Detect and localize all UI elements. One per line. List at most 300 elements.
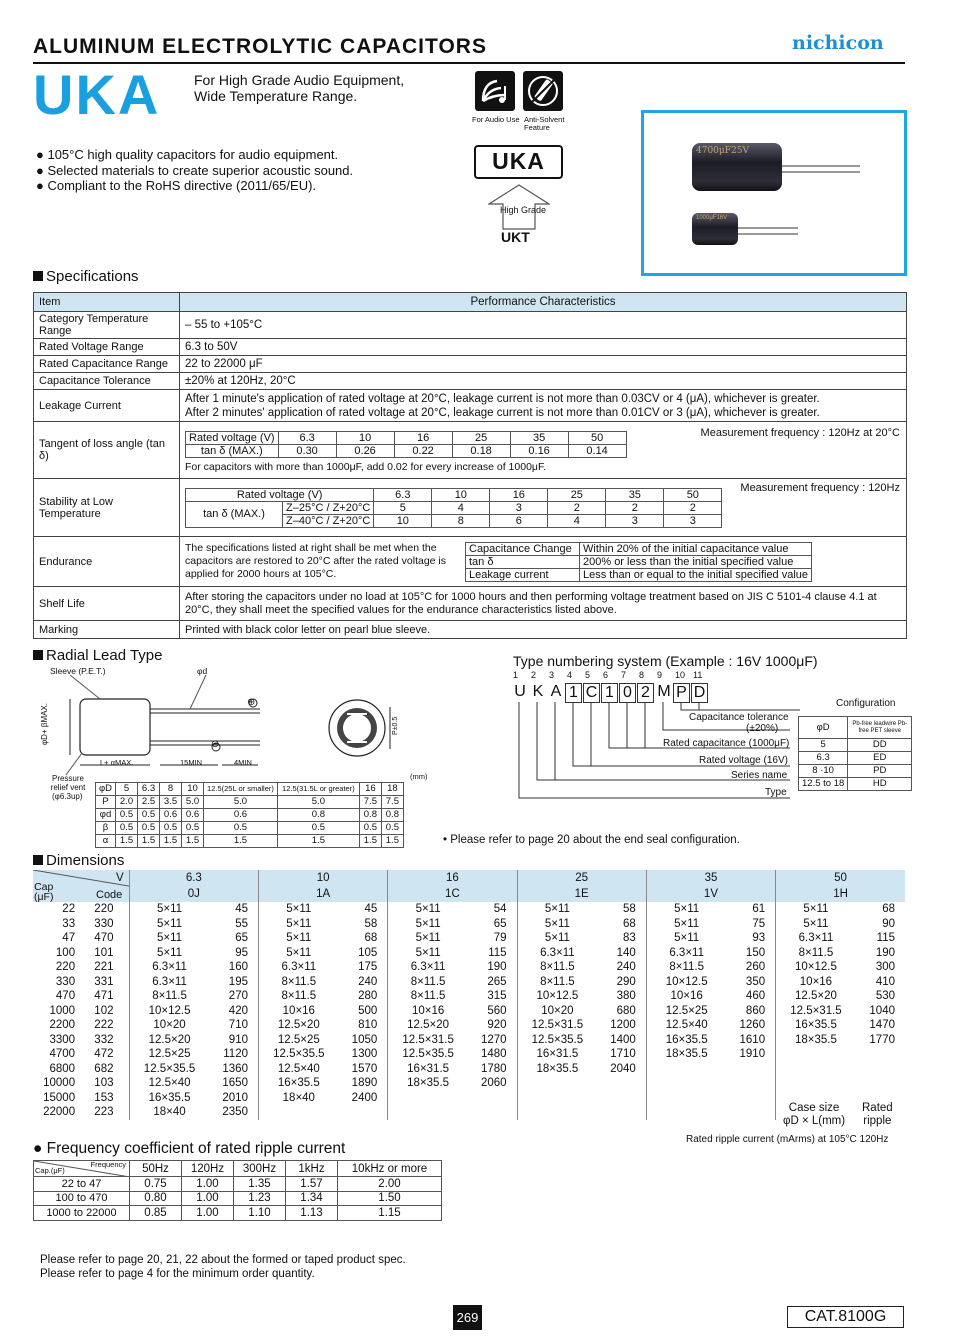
capacitance-cell: 15000: [43, 1091, 76, 1104]
voltage-header: 25: [517, 870, 646, 886]
cell: 5: [116, 783, 138, 796]
cell: 10: [432, 488, 490, 501]
ripple-cell: [597, 1105, 646, 1120]
page-title: ALUMINUM ELECTROLYTIC CAPACITORS: [33, 35, 487, 58]
cell: 0.5: [116, 809, 138, 822]
ripple-cell: 190: [487, 961, 507, 974]
tan-extra-note: For capacitors with more than 1000μF, add 0.02 for every increase of 1000μF.: [185, 460, 547, 473]
cell: 1.35: [234, 1177, 286, 1192]
spec-value: – 55 to +105°C: [180, 312, 907, 339]
cell: α: [96, 835, 116, 848]
case-size-cell: 10×20: [517, 1004, 597, 1019]
cell: Within 20% of the initial capacitance value: [580, 542, 812, 555]
case-size-cell: 12.5×20: [388, 1018, 468, 1033]
plus-icon: ⊕: [247, 697, 256, 708]
cell: 0.5: [138, 822, 160, 835]
cell: tan δ (MAX.): [186, 501, 283, 527]
code-cell: 102: [94, 1004, 114, 1017]
lead-wire: [782, 165, 860, 167]
audio-use-icon: [475, 71, 515, 111]
position-number: 1: [513, 670, 519, 680]
header-rule: [33, 62, 905, 64]
anti-solvent-label-1: Anti-Solvent: [524, 115, 565, 124]
page-number: 269: [453, 1305, 482, 1330]
case-size-cell: 10×12.5: [129, 1004, 209, 1019]
cell: 35: [606, 488, 664, 501]
cell: 6.3: [799, 752, 848, 765]
cell: 0.30: [278, 444, 336, 457]
legend-case: Case size φD × L(mm): [783, 1102, 846, 1127]
voltage-header: 50: [776, 870, 905, 886]
case-size-cell: 5×11: [258, 902, 338, 917]
uka-box: UKA: [474, 145, 563, 179]
ripple-cell: 95: [235, 946, 248, 959]
capacitance-cell: 220: [55, 961, 76, 974]
capacitor-small-image: [692, 213, 738, 245]
feature-bullet: ● Compliant to the RoHS directive (2011/65/EU).: [36, 178, 317, 193]
case-size-cell: 6.3×11: [129, 960, 209, 975]
cell: 1.00: [182, 1191, 234, 1206]
ripple-cell: [339, 1105, 388, 1120]
cell: 0.22: [394, 444, 452, 457]
table-row: [34, 373, 907, 390]
case-size-cell: 18×40: [129, 1105, 209, 1120]
cell: 1.5: [204, 835, 278, 848]
voltage-label: V: [116, 872, 124, 884]
case-size-cell: 18×35.5: [776, 1033, 856, 1048]
ripple-cell: 2010: [222, 1091, 248, 1104]
ripple-cell: 1470: [869, 1019, 895, 1032]
ripple-cell: 1570: [351, 1062, 378, 1075]
cell: 4: [432, 501, 490, 514]
cell: 2.00: [338, 1177, 442, 1192]
case-size-cell: 16×35.5: [776, 1018, 856, 1033]
ripple-cell: 1650: [222, 1077, 248, 1090]
case-size-cell: 5×11: [388, 946, 468, 961]
cell: 0.8: [359, 809, 381, 822]
cell: 1.00: [182, 1177, 234, 1192]
cell: 0.5: [204, 822, 278, 835]
ukt-label: UKT: [501, 229, 530, 245]
table-row: [34, 587, 907, 621]
sleeve-label: Sleeve (P.E.T.): [50, 666, 106, 676]
ripple-cell: 79: [493, 932, 507, 945]
type-char: K: [532, 683, 544, 700]
ripple-cell: 260: [745, 961, 766, 974]
case-size-cell: 10×12.5: [646, 975, 726, 990]
series-name: UKA: [33, 63, 161, 126]
lead-wire: [782, 171, 860, 173]
code-label: Code: [96, 889, 123, 901]
table-row: [33, 1091, 905, 1106]
case-size-cell: 12.5×20: [258, 1018, 338, 1033]
case-size-cell: 12.5×35.5: [517, 1033, 597, 1048]
case-size-cell: 12.5×31.5: [776, 1004, 856, 1019]
cell: 1.5: [277, 835, 359, 848]
voltage-code: 1A: [258, 886, 387, 902]
ripple-cell: 54: [493, 903, 507, 916]
cell: 6.3: [278, 431, 336, 444]
cell: Capacitance Change: [466, 542, 580, 555]
capacitance-cell: 22: [62, 903, 76, 916]
case-size-cell: [776, 1062, 856, 1077]
code-cell: 223: [94, 1106, 114, 1119]
ripple-cell: 2350: [222, 1106, 248, 1119]
code-cell: 682: [94, 1062, 114, 1075]
voltage-header: 16: [388, 870, 517, 886]
cell: P: [96, 796, 116, 809]
ripple-cell: 61: [752, 903, 766, 916]
table-row: [33, 1004, 905, 1019]
case-size-cell: 8×11.5: [129, 989, 209, 1004]
cell: 300Hz: [234, 1161, 286, 1177]
case-size-cell: [388, 1091, 468, 1106]
cell: 0.6: [182, 809, 204, 822]
dimensions-heading: Dimensions: [33, 852, 124, 869]
series-desc-2: Wide Temperature Range.: [194, 88, 358, 104]
ripple-cell: 45: [235, 903, 248, 916]
code-cell: 221: [94, 961, 114, 974]
ripple-cell: 1040: [869, 1004, 895, 1017]
capacitance-cell: 330: [55, 975, 76, 988]
case-size-cell: 6.3×11: [646, 946, 726, 961]
type-label: Type: [765, 787, 787, 798]
case-size-cell: 16×35.5: [646, 1033, 726, 1048]
case-size-cell: 5×11: [776, 917, 856, 932]
ripple-cell: 1120: [223, 1048, 248, 1061]
capacitance-cell: 22000: [43, 1106, 76, 1119]
cell: 7.5: [381, 796, 403, 809]
ripple-cell: 1610: [739, 1033, 766, 1046]
capacitance-cell: 47: [62, 932, 76, 945]
type-position-row: [513, 670, 711, 680]
spec-value: [180, 390, 907, 422]
case-size-cell: 5×11: [129, 931, 209, 946]
capacitor-large-image: [692, 143, 782, 191]
ripple-cell: [727, 1062, 776, 1077]
type-char: P: [673, 683, 690, 703]
capacitance-cell: 10000: [43, 1077, 76, 1090]
case-size-cell: 8×11.5: [258, 989, 338, 1004]
spec-label: Capacitance Tolerance: [34, 373, 180, 390]
ripple-cell: [597, 1091, 646, 1106]
ripple-cell: 83: [623, 932, 636, 945]
cell: 1.13: [286, 1206, 338, 1221]
cell: Leakage current: [466, 568, 580, 581]
ripple-cell: [856, 1047, 905, 1062]
case-size-cell: 18×35.5: [388, 1076, 468, 1091]
cell: 5.0: [204, 796, 278, 809]
table-row: [33, 975, 905, 990]
cell: 1.34: [286, 1191, 338, 1206]
cell: 22 to 47: [34, 1177, 130, 1192]
ripple-cell: 240: [616, 961, 636, 974]
cell: 12.5(25L or smaller): [204, 783, 278, 796]
type-char: A: [550, 683, 562, 700]
case-size-cell: 18×40: [258, 1091, 338, 1106]
brand-logo: nichicon: [792, 32, 884, 54]
spec-label: Marking: [34, 621, 180, 639]
type-char: 1: [565, 683, 582, 703]
cell: Less than or equal to the initial specified value: [580, 568, 812, 581]
code-cell: 472: [94, 1048, 114, 1061]
case-size-cell: 12.5×25: [258, 1033, 338, 1048]
cell: 1.5: [160, 835, 182, 848]
end-seal-note: • Please refer to page 20 about the end seal configuration.: [443, 834, 740, 846]
ripple-cell: 93: [752, 932, 766, 945]
ripple-cell: 1300: [351, 1048, 378, 1061]
l-alpha-label: L+ αMAX.: [100, 758, 134, 767]
case-size-cell: 12.5×31.5: [388, 1033, 468, 1048]
code-cell: 470: [94, 932, 114, 945]
ripple-cell: 45: [364, 903, 378, 916]
capacitance-cell: 33: [62, 917, 76, 930]
anti-solvent-icon: [523, 71, 563, 111]
cell: 0.8: [381, 809, 403, 822]
feature-bullet: ● 105°C high quality capacitors for audio equipment.: [36, 147, 339, 162]
position-number: 9: [657, 670, 663, 680]
cell: 25: [548, 488, 606, 501]
legend-ripple: Rated ripple: [862, 1102, 893, 1127]
case-size-cell: 12.5×40: [258, 1062, 338, 1077]
cell: 1.10: [234, 1206, 286, 1221]
cell: 25: [452, 431, 510, 444]
cell: 0.5: [116, 822, 138, 835]
spec-label: Category Temperature Range: [34, 312, 180, 339]
case-size-cell: 18×35.5: [517, 1062, 597, 1077]
case-size-cell: 12.5×25: [646, 1004, 726, 1019]
voltage-code: 1C: [388, 886, 517, 902]
case-size-cell: 5×11: [776, 902, 856, 917]
ripple-cell: 1260: [739, 1019, 766, 1032]
ripple-cell: 460: [745, 990, 766, 1003]
position-number: 8: [639, 670, 645, 680]
capacitor-large-marking: 4700μF25V: [696, 146, 749, 156]
configuration-table: [798, 716, 912, 791]
ripple-cell: 500: [358, 1004, 378, 1017]
table-row: [33, 1062, 905, 1077]
spec-value: [180, 537, 907, 587]
rated-cap-label: Rated capacitance (1000μF): [663, 738, 790, 749]
spec-label: Stability at Low Temperature: [34, 479, 180, 537]
product-photo: [641, 110, 907, 276]
case-size-cell: 12.5×31.5: [517, 1018, 597, 1033]
cell: 0.6: [204, 809, 278, 822]
table-row: [33, 1076, 905, 1091]
spec-value: After storing the capacitors under no load at 105°C for 1000 hours and then performing voltage treatment based on JIS C 5101-4 clause 4.1 at 20°C, they shall meet the specified values for the endurance characteristics listed above.: [180, 587, 907, 621]
case-size-cell: 12.5×35.5: [388, 1047, 468, 1062]
case-size-cell: 5×11: [388, 902, 468, 917]
ripple-cell: 410: [875, 975, 895, 988]
mm-label: (mm): [410, 772, 428, 781]
ripple-cell: 265: [487, 975, 507, 988]
ripple-cell: 240: [358, 975, 378, 988]
cell: 16: [490, 488, 548, 501]
spec-value: Printed with black color letter on pearl blue sleeve.: [180, 621, 907, 639]
ripple-cell: 68: [623, 917, 636, 930]
cell: 3: [490, 501, 548, 514]
cell: 200% or less than the initial specified value: [580, 555, 812, 568]
spec-value: ±20% at 120Hz, 20°C: [180, 373, 907, 390]
case-size-cell: [646, 1076, 726, 1091]
case-size-cell: 10×16: [646, 989, 726, 1004]
case-size-cell: 12.5×35.5: [129, 1062, 209, 1077]
cell: 50: [664, 488, 722, 501]
code-cell: 220: [94, 903, 114, 916]
case-size-cell: 5×11: [646, 931, 726, 946]
code-cell: 222: [94, 1019, 114, 1032]
cell: 5.0: [182, 796, 204, 809]
cell: 0.5: [138, 809, 160, 822]
case-size-cell: 5×11: [258, 917, 338, 932]
l4-label: 4MIN: [234, 758, 252, 767]
cell: φD: [799, 717, 848, 739]
type-char: D: [691, 683, 708, 703]
capacitance-cell: 3300: [49, 1033, 76, 1046]
voltage-code: 1H: [776, 886, 905, 902]
tolerance-label: Capacitance tolerance: [689, 712, 789, 723]
position-number: 3: [549, 670, 555, 680]
table-row: [34, 293, 907, 312]
ripple-cell: 140: [616, 946, 636, 959]
radial-lead-heading: Radial Lead Type: [33, 647, 162, 664]
ripple-cell: 68: [364, 932, 378, 945]
cell: 5: [374, 501, 432, 514]
cell: HD: [848, 778, 912, 791]
rated-volt-label: Rated voltage (16V): [699, 755, 788, 766]
ripple-cell: 1890: [351, 1077, 378, 1090]
type-numbering-title: Type numbering system (Example : 16V 1000μF): [513, 653, 818, 669]
case-size-cell: 10×12.5: [776, 960, 856, 975]
feature-bullet: ● Selected materials to create superior acoustic sound.: [36, 162, 354, 178]
voltage-header: 10: [258, 870, 387, 886]
cell: 0.75: [130, 1177, 182, 1192]
cell: 2: [606, 501, 664, 514]
cell: DD: [848, 739, 912, 752]
cell: 12.5(31.5L or greater): [277, 783, 359, 796]
phid-label: φd: [197, 666, 208, 676]
case-size-cell: 16×35.5: [258, 1076, 338, 1091]
catalog-number: CAT.8100G: [787, 1306, 904, 1328]
capacitance-cell: 4700: [49, 1048, 76, 1061]
spec-label: Rated Voltage Range: [34, 339, 180, 356]
code-cell: 153: [94, 1091, 114, 1104]
tan-measurement-note: Measurement frequency : 120Hz at 20°C: [700, 427, 900, 439]
ripple-cell: 58: [623, 903, 636, 916]
footer-note-2: Please refer to page 4 for the minimum order quantity.: [40, 1268, 315, 1280]
case-size-cell: 5×11: [258, 931, 338, 946]
case-size-cell: 8×11.5: [646, 960, 726, 975]
position-number: 4: [567, 670, 573, 680]
cell: 0.8: [277, 809, 359, 822]
ripple-cell: 1050: [351, 1033, 378, 1046]
cell: 18: [381, 783, 403, 796]
case-size-cell: 12.5×40: [646, 1018, 726, 1033]
position-number: 6: [603, 670, 609, 680]
table-row: [33, 917, 905, 932]
cell: 0.5: [277, 822, 359, 835]
type-char: 0: [619, 683, 636, 703]
ripple-cell: 290: [616, 975, 636, 988]
cell: 2: [548, 501, 606, 514]
ripple-cell: 58: [364, 917, 378, 930]
case-size-cell: [258, 1105, 338, 1120]
case-size-cell: [517, 1091, 597, 1106]
case-size-cell: 12.5×40: [129, 1076, 209, 1091]
position-number: 10: [675, 670, 686, 680]
audio-use-label: For Audio Use: [472, 115, 520, 124]
cell: Rated voltage (V): [186, 431, 279, 444]
cell: 5: [799, 739, 848, 752]
code-cell: 331: [94, 975, 114, 988]
spec-value: 22 to 22000 μF: [180, 356, 907, 373]
ripple-cell: 105: [358, 946, 378, 959]
ripple-cell: 270: [228, 990, 248, 1003]
ripple-cell: 1770: [869, 1033, 895, 1046]
case-size-cell: 5×11: [517, 931, 597, 946]
table-row: [34, 339, 907, 356]
table-row: [34, 390, 907, 422]
table-row: [33, 902, 905, 917]
case-size-cell: 18×35.5: [646, 1047, 726, 1062]
lead-wire: [738, 227, 798, 229]
cell: 0.5: [160, 822, 182, 835]
low-temp-measurement-note: Measurement frequency : 120Hz: [740, 482, 900, 494]
specifications-heading: Specifications: [33, 268, 139, 285]
case-size-cell: 5×11: [646, 902, 726, 917]
cell: 1.5: [138, 835, 160, 848]
capacitance-cell: 470: [55, 990, 76, 1003]
voltage-code: 1E: [517, 886, 646, 902]
case-size-cell: 5×11: [517, 902, 597, 917]
type-char: 1: [601, 683, 618, 703]
case-size-cell: 8×11.5: [388, 989, 468, 1004]
series-desc-1: For High Grade Audio Equipment,: [194, 72, 405, 88]
case-size-cell: 5×11: [388, 931, 468, 946]
voltage-code: 0J: [129, 886, 258, 902]
capacitance-cell: 6800: [49, 1062, 76, 1075]
dmax-label: φD+ βMAX.: [40, 702, 49, 745]
ripple-cell: 65: [493, 917, 507, 930]
endurance-table: [465, 542, 812, 582]
capacitance-cell: 1000: [49, 1004, 76, 1017]
ripple-cell: 2040: [610, 1062, 636, 1075]
spec-label: Endurance: [34, 537, 180, 587]
case-size-cell: 5×11: [388, 917, 468, 932]
spec-value: 6.3 to 50V: [180, 339, 907, 356]
cell: 1.50: [338, 1191, 442, 1206]
ripple-cell: 115: [876, 932, 895, 945]
case-size-cell: 6.3×11: [129, 975, 209, 990]
ripple-cell: 280: [358, 990, 378, 1003]
ripple-cell: 175: [358, 961, 378, 974]
cell: Z–25°C / Z+20°C: [283, 501, 374, 514]
ripple-cell: 190: [875, 946, 895, 959]
leakage-line-1: After 1 minute's application of rated voltage at 20°C, leakage current is not more than 0.03CV or 4 (μA), whichever is greater.: [185, 392, 820, 405]
code-cell: 103: [94, 1077, 114, 1090]
case-size-cell: 5×11: [129, 917, 209, 932]
case-size-cell: 5×11: [646, 917, 726, 932]
cell: 1.23: [234, 1191, 286, 1206]
ripple-cell: 920: [487, 1019, 507, 1032]
cell: 10kHz or more: [338, 1161, 442, 1177]
corner-cell: [33, 870, 129, 902]
case-size-cell: 12.5×25: [129, 1047, 209, 1062]
cell: 1.57: [286, 1177, 338, 1192]
case-size-cell: 8×11.5: [517, 975, 597, 990]
ripple-cell: 710: [228, 1019, 248, 1032]
cell: 5.0: [277, 796, 359, 809]
